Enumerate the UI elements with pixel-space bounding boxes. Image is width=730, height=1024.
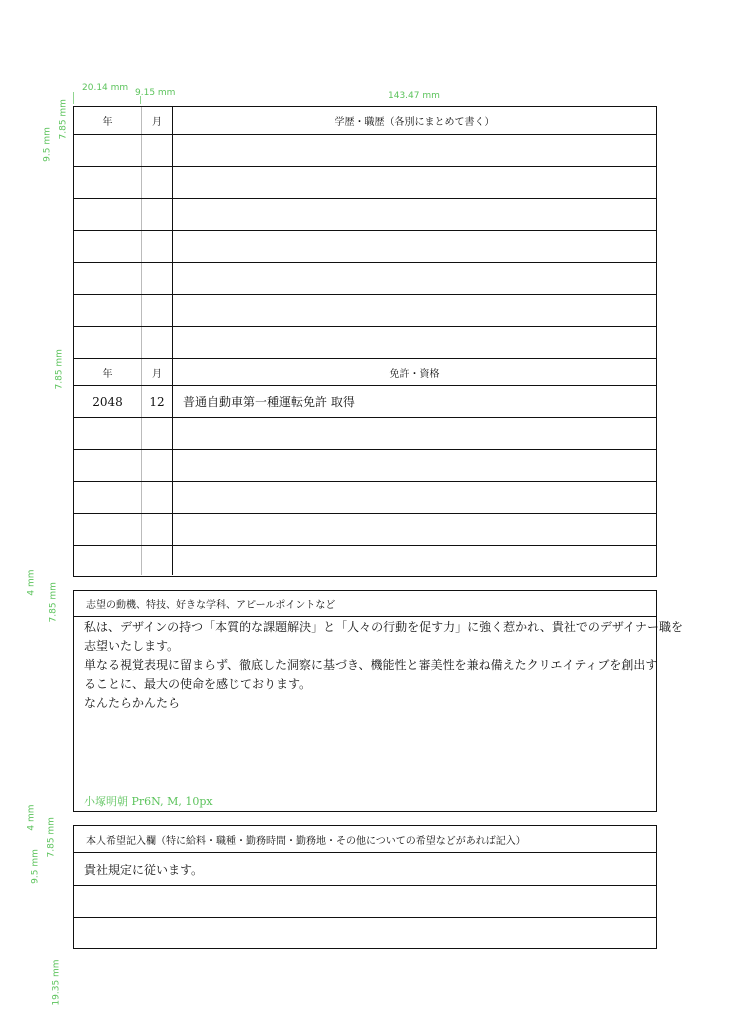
month-cell[interactable] xyxy=(141,418,172,449)
year-cell[interactable]: 2048 xyxy=(92,394,123,409)
table-row[interactable] xyxy=(74,294,656,326)
dim-bottom-margin: 19.35 mm xyxy=(51,959,62,1006)
education-title-header: 学歴・職歴（各別にまとめて書く） xyxy=(172,107,656,134)
motivation-line: ることに、最大の使命を感じております。 xyxy=(84,677,312,691)
table-row[interactable] xyxy=(74,417,656,449)
license-cell[interactable] xyxy=(172,450,656,481)
motivation-line: なんたらかんたら xyxy=(84,696,181,710)
year-cell[interactable] xyxy=(74,482,141,513)
dim-hope-row-height: 9.5 mm xyxy=(30,849,41,884)
table-row[interactable] xyxy=(74,449,656,481)
table-row[interactable] xyxy=(74,326,656,358)
education-year-header: 年 xyxy=(102,117,113,128)
license-title-header: 免許・資格 xyxy=(172,359,656,385)
year-cell[interactable] xyxy=(74,327,141,358)
month-cell[interactable] xyxy=(141,514,172,545)
license-cell[interactable] xyxy=(172,418,656,449)
license-header-row xyxy=(74,358,656,385)
table-row[interactable] xyxy=(74,198,656,230)
history-cell[interactable] xyxy=(172,263,656,294)
hopes-row[interactable] xyxy=(74,885,656,917)
hopes-header: 本人希望記入欄（特に給料・職種・勤務時間・勤務地・その他についての希望などがあれば記入） xyxy=(74,826,656,853)
year-cell[interactable] xyxy=(74,295,141,326)
year-cell[interactable] xyxy=(74,263,141,294)
motivation-box[interactable] xyxy=(73,590,684,812)
month-cell[interactable] xyxy=(141,167,172,198)
month-cell[interactable] xyxy=(141,135,172,166)
dim-guide xyxy=(73,92,74,104)
history-table xyxy=(73,106,657,577)
hopes-box xyxy=(73,825,657,949)
history-cell[interactable] xyxy=(172,199,656,230)
table-row[interactable] xyxy=(74,230,656,262)
dim-month-width: 9.15 mm xyxy=(135,88,176,98)
year-cell[interactable] xyxy=(74,167,141,198)
month-cell[interactable]: 12 xyxy=(141,386,172,417)
hopes-row[interactable] xyxy=(74,917,656,947)
table-row[interactable] xyxy=(74,481,656,513)
history-cell[interactable] xyxy=(172,135,656,166)
month-cell[interactable] xyxy=(141,231,172,262)
month-cell[interactable] xyxy=(141,199,172,230)
education-header-row xyxy=(74,107,656,134)
motivation-text[interactable] xyxy=(84,618,684,713)
month-cell[interactable] xyxy=(141,263,172,294)
year-cell[interactable] xyxy=(74,135,141,166)
license-cell[interactable]: 普通自動車第一種運転免許 取得 xyxy=(172,386,656,417)
license-cell[interactable] xyxy=(172,546,656,575)
table-row[interactable] xyxy=(74,545,656,575)
dim-row-height: 9.5 mm xyxy=(42,127,53,162)
license-cell[interactable] xyxy=(172,482,656,513)
history-cell[interactable] xyxy=(172,231,656,262)
table-row[interactable] xyxy=(74,166,656,198)
education-month-header: 月 xyxy=(141,107,172,134)
year-cell[interactable] xyxy=(74,199,141,230)
month-cell[interactable] xyxy=(141,327,172,358)
dim-year-width: 20.14 mm xyxy=(82,83,129,93)
motivation-line: 私は、デザインの持つ「本質的な課題解決」と「人々の行動を促す力」に強く惹かれ、貴社でのデザイナー職を xyxy=(84,620,684,634)
year-cell[interactable] xyxy=(74,514,141,545)
dim-gap-2: 4 mm xyxy=(26,804,37,831)
font-note: 小塚明朝 Pr6N, M, 10px xyxy=(84,795,213,808)
month-cell[interactable] xyxy=(141,546,172,575)
year-cell[interactable] xyxy=(74,546,141,575)
license-year-header: 年 xyxy=(102,368,113,380)
hopes-row[interactable]: 貴社規定に従います。 xyxy=(84,862,204,877)
dim-main-width: 143.47 mm xyxy=(388,91,440,101)
table-row[interactable] xyxy=(74,513,656,545)
motivation-header: 志望の動機、特技、好きな学科、アピールポイントなど xyxy=(74,591,656,617)
year-cell[interactable] xyxy=(74,231,141,262)
license-month-header: 月 xyxy=(141,359,172,385)
history-cell[interactable] xyxy=(172,295,656,326)
month-cell[interactable] xyxy=(141,295,172,326)
dim-header-row-height: 7.85 mm xyxy=(58,99,69,140)
motivation-line: 単なる視覚表現に留まらず、徹底した洞察に基づき、機能性と審美性を兼ね備えたクリエイティブを創出す xyxy=(84,658,658,672)
table-row[interactable] xyxy=(74,385,656,417)
history-cell[interactable] xyxy=(172,327,656,358)
year-cell[interactable] xyxy=(74,418,141,449)
dim-motive-header-height: 7.85 mm xyxy=(48,582,59,623)
month-cell[interactable] xyxy=(141,482,172,513)
table-row[interactable] xyxy=(74,262,656,294)
license-cell[interactable] xyxy=(172,514,656,545)
history-cell[interactable] xyxy=(172,167,656,198)
dim-hope-header-height: 7.85 mm xyxy=(46,817,57,858)
month-cell[interactable] xyxy=(141,450,172,481)
dim-gap-1: 4 mm xyxy=(26,569,37,596)
year-cell[interactable] xyxy=(74,450,141,481)
dim-license-header-height: 7.85 mm xyxy=(54,349,65,390)
table-row[interactable] xyxy=(74,134,656,166)
motivation-line: 志望いたします。 xyxy=(84,639,180,653)
